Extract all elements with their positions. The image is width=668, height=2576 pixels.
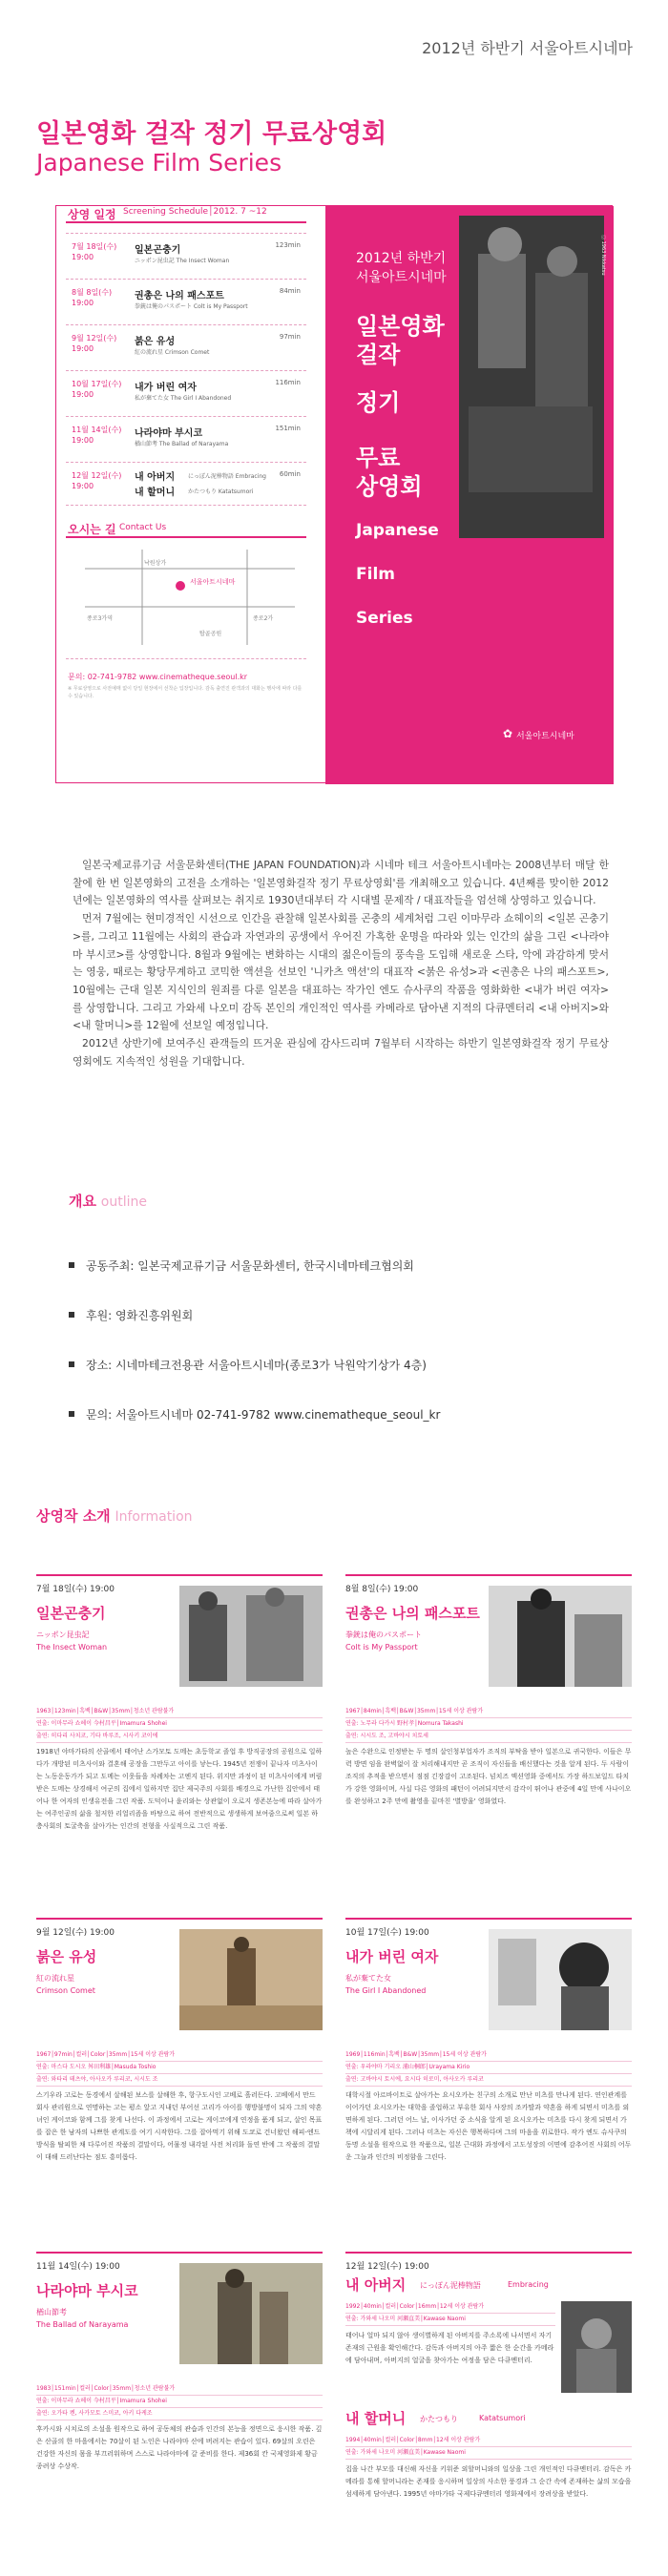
- film-date: 8월 8일(수) 19:00: [345, 1585, 419, 1594]
- film-date: 10월 17일(수) 19:00: [345, 1928, 429, 1938]
- location-map: [85, 550, 295, 645]
- schedule-runtime: 84min: [279, 287, 301, 295]
- card-rule: [36, 1574, 323, 1576]
- film-meta-line: 출연: 시시도 조, 고바야시 치토세: [345, 1731, 632, 1743]
- poster-venue: 서울아트시네마: [356, 270, 447, 285]
- schedule-row: [66, 370, 306, 414]
- film-date: 12월 12일(수) 19:00: [345, 2262, 429, 2272]
- schedule-film-title: 권총은 나의 패스포트: [135, 291, 224, 301]
- schedule-film-title-2: 내 할머니: [135, 488, 176, 498]
- map-bottom-rule: [66, 658, 306, 659]
- film-meta: [345, 2435, 632, 2460]
- film-card: [345, 1918, 632, 2223]
- film-en-title: Embracing: [508, 2280, 549, 2289]
- schedule-runtime: 116min: [275, 379, 301, 386]
- schedule-film-sub: 私が棄てた女 The Girl I Abandoned: [135, 395, 232, 402]
- film-jp-title-2: かたつもり: [420, 2415, 458, 2423]
- poster-en: Film: [356, 565, 395, 584]
- outline-title: 개요: [69, 1193, 96, 1210]
- contact-heading: 오시는 길: [68, 523, 116, 536]
- intro-paragraph: 먼저 7월에는 현미경적인 시선으로 인간을 관찰해 일본사회를 곤충의 세계처럼 그린 이마무라 쇼헤이의 <일본 곤충기>를, 그리고 11월에는 사회의 관습과 자연과의 공생에서 우어진 가혹한 운명을 따라와 있는 인간의 삶을 그린 <나라야마 부시코>를 상영합니다. 8월과 9월에는 변화하는 시대의 젊은이들의 풍속을 도입해 새로운 스타, 악에 과감하게 맞서는 영웅, 때로는 황당무계하고 코믹한 액션을 선보인 '니카츠 액션'의 대표작 <붉은 유성>과 <권총은 나의 패스포트>, 10월에는 근대 일본 지식인의 원죄를 다룬 일본을 대표하는 작가인 엔도 슈사쿠의 작품을 영화화한 <내가 버린 여자>를 상영합니다. 그리고 가와세 나오미 감독 본인의 개인적인 역사를 카메라로 담아낸 지적의 다큐멘터리 <내 아버지>와 <내 할머니>를 12월에 선보일 예정입니다.: [73, 912, 609, 1032]
- film-still: [489, 1929, 632, 2030]
- film-jp-title: 紅の流れ星: [36, 1974, 74, 1983]
- film-meta: [36, 2383, 323, 2420]
- film-title: 권총은 나의 패스포트: [345, 1605, 480, 1622]
- film-title: 붉은 유성: [36, 1948, 97, 1965]
- page-header-title: 2012년 하반기 서울아트시네마: [422, 39, 633, 57]
- film-meta-line: 연출: 가와세 나오미 河瀬直美│Kawase Naomi: [345, 2314, 555, 2326]
- intro-paragraph: 일본국제교류기금 서울문화센터(THE JAPAN FOUNDATION)과 시네마 테크 서울아트시네마는 2008년부터 매달 한 찰에 한 번 일본영화의 고전을 소개하는 '일본영화걸작 정기 무료상영회'를 개최해오고 있습니다. 4년째를 맞이한 2012년에는 일본영화의 역사를 살펴보는 취지로 1930년대부터 각 시대별 문제작 / 대표작들을 엄선해 상영하고 있습니다.: [73, 859, 609, 907]
- film-meta-line: 1994│40min│컬러│Color│8mm│12세 이상 관람가: [345, 2435, 632, 2447]
- poster-line: 일본영화: [356, 313, 445, 340]
- film-meta-line: 1983│151min│컬러│Color│35mm│청소년 관람불가: [36, 2383, 323, 2396]
- intro-text: [73, 857, 609, 1070]
- film-synopsis: 1918년 야마가타의 산골에서 태어난 스가모토 도메는 초등학교 졸업 후 방직공장의 공원으로 일하다가 개방된 미츠사이와 결혼해 공장을 그만두고 아이를 낳는다. 1945년 전쟁이 끝나자 미츠사이는 노동운동가가 되고 도메는 이웃들을 차례차는 고엔지 된다. 위지만 과정이 된 미츠사이에게 버림받은 도메는 상경해서 여군의 집에서 일하지만 집단 제국주의 사회를 배경으로 가난한 집안에서 태어나 한 여자의 인생유전을 그린 작품. 도덕이나 윤리와는 상관없이 오로지 생존본능에 따라 살아가는 여주인공의 삶을 철저한 리얼리즘을 바탕으로 하여 전반적으로 생생하게 보여줌으로써 일본 하층사회의 토굴축을 살아가는 인간의 전형을 사실적으로 그린 작품.: [36, 1748, 323, 1830]
- film-card: [345, 1574, 632, 1880]
- film-date: 7월 18일(수) 19:00: [36, 1585, 115, 1594]
- film-card: [36, 1918, 323, 2223]
- film-en-title: The Insect Woman: [36, 1643, 108, 1652]
- schedule-heading-en: Screening Schedule│2012. 7 ~12: [123, 207, 267, 217]
- film-meta-line: 출연: 와타리 테츠야, 아사오카 루리코, 시시도 조: [36, 2074, 323, 2087]
- poster-year: 2012년 하반기: [356, 251, 447, 266]
- film-meta-line: 연출: 마스다 도시오 舛田利雄│Masuda Toshio: [36, 2062, 323, 2074]
- card-rule: [345, 2252, 632, 2254]
- film-meta-line: 연출: 우라야마 기리오 浦山桐郎│Urayama Kirio: [345, 2062, 632, 2074]
- schedule-film-title: 내가 버린 여자: [135, 383, 197, 393]
- poster-line: 무료: [356, 445, 401, 471]
- schedule-row: [66, 416, 306, 460]
- film-jp-title: 拳銃は俺のパスポート: [345, 1631, 422, 1639]
- schedule-heading: 상영 일정: [68, 208, 116, 221]
- film-still: [561, 2301, 632, 2393]
- film-jp-title: にっぽん泥棒物語: [420, 2281, 481, 2290]
- schedule-row: [66, 462, 306, 506]
- map-label: 낙원상가: [144, 560, 167, 567]
- film-meta-line: 출연: 히다리 사치코, 기타 바루조, 시사키 코이에: [36, 1731, 323, 1743]
- film-meta-line: 출연: 고바야시 토시에, 요시다 히로미, 아사오카 루리코: [345, 2074, 632, 2087]
- film-meta-line: 1992│40min│컬러│Color│16mm│12세 이상 관람가: [345, 2301, 555, 2314]
- film-en-title: Crimson Comet: [36, 1986, 95, 1995]
- schedule-film-sub-2: かたつもり Katatsumori: [188, 488, 254, 495]
- film-meta-line: 연출: 이마무라 쇼헤이 今村昌平│Imamura Shohei: [36, 1718, 323, 1731]
- films-heading: [36, 1506, 193, 1526]
- schedule-time: 19:00: [72, 253, 94, 261]
- poster-line: 상영회: [356, 473, 423, 500]
- film-date: 11월 14일(수) 19:00: [36, 2262, 120, 2272]
- film-still: [179, 2263, 323, 2364]
- film-synopsis: 후카시와 시치로의 소설을 원작으로 하여 공동체의 관습과 인간의 본능을 정면으로 응시한 작품. 깊은 산골의 한 마을에서는 70살이 된 노인은 나라야마 산에 버려지는 관습이 있다. 69살의 오린은 건강한 자신의 몸을 부끄러워하며 스스로 나라야마에 갈 준비를 한다. 제36회 칸 국제영화제 황금종려상 수상작.: [36, 2425, 323, 2470]
- poster-tag: ⓒ 1963 Nikkatsu: [600, 235, 606, 276]
- outline-heading: [69, 1191, 147, 1211]
- film-en-title: The Ballad of Narayama: [36, 2320, 129, 2329]
- map-venue-label: 서울아트시네마: [190, 578, 236, 586]
- film-meta-line: 연출: 노무라 다카시 野村孝│Nomura Takashi: [345, 1718, 632, 1731]
- film-jp-title: 楢山節考: [36, 2308, 67, 2316]
- outline-item: 후원: 영화진흥위원회: [86, 1309, 194, 1322]
- film-card: [345, 2252, 632, 2566]
- film-meta: [345, 2049, 632, 2087]
- poster-line: 정기: [356, 389, 401, 416]
- schedule-film-title: 일본곤충기: [135, 245, 181, 256]
- schedule-time: 19:00: [72, 482, 94, 490]
- film-meta: [345, 2301, 555, 2326]
- film-en-title-2: Katatsumori: [479, 2414, 526, 2422]
- film-synopsis: 대학시절 아르바이트로 살아가는 요시오카는 친구의 소개로 만난 미츠를 만나게 된다. 연인관계를 이어가던 요시오카는 대학을 졸업하고 부유한 회사 사장의 조카딸과 약혼을 하게 되면서 미츠를 외면하게 된다. 그러던 어느 날, 이사가던 중 소식을 알게 된 요시오카는 미츠를 다시 찾게 되면서 가책에 시달리게 된다. 그러나 미츠는 자신은 행복하다며 그의 마음을 위로한다. 작가 엔도 슈사쿠의 동명 소설을 원작으로 한 작품으로, 일본 근대화 과정에서 고도성장의 이면에 감추어진 사회의 어두운 그늘과 인간의 비정함을 그린다.: [345, 2091, 632, 2161]
- film-jp-title: ニッポン昆虫記: [36, 1631, 90, 1639]
- poster-logo: 서울아트시네마: [516, 732, 574, 741]
- film-meta-line: 1967│97min│컬러│Color│35mm│15세 이상 관람가: [36, 2049, 323, 2062]
- contact-rule: [66, 536, 306, 538]
- schedule-film-sub: にっぽん泥棒物語 Embracing: [188, 473, 266, 480]
- schedule-date: 7월 18일(수): [72, 242, 117, 251]
- film-title: 내 아버지: [345, 2276, 407, 2294]
- film-synopsis: 높은 수완으로 인정받는 두 명의 살인청부업자가 조직의 부탁을 받아 일본으로 귀국한다. 이들은 무력 방면 임을 완벽없이 잘 처리해내지만 곧 조직이 자신들을 배신했다는 것을 알게 된다. 두 사람이 조직의 추적을 받으면서 점점 긴장감이 고조된다. 넘치즈 액션영화 중에서도 가장 하드보일드 타치가 강한 영화이며, 사실 다른 영화의 패턴이 어려되지만서 감각이 뛰어나 관중에 4일 만에 사나이오를 완성하고 2주 만에 촬영을 끝마친 '별방울' 영화였다.: [345, 1748, 632, 1805]
- schedule-date: 11월 14일(수): [72, 426, 122, 434]
- film-meta: [345, 1706, 632, 1743]
- poster-cover: [325, 206, 614, 784]
- schedule-time: 19:00: [72, 390, 94, 399]
- contact-heading-en: Contact Us: [119, 523, 167, 532]
- poster-photo: [459, 216, 604, 538]
- map-label: 종로3가역: [87, 615, 114, 622]
- schedule-row: [66, 233, 306, 277]
- film-meta-line: 1967│84min│흑백│B&W│35mm│15세 이상 관람가: [345, 1706, 632, 1718]
- schedule-runtime: 60min: [279, 470, 301, 478]
- films-title-en: Information: [115, 1509, 193, 1525]
- card-rule: [36, 1918, 323, 1920]
- film-jp-title: 私が棄てた女: [345, 1974, 391, 1983]
- film-synopsis: 스기우라 고로는 동경에서 살해된 보스를 살해한 후, 항구도시인 고베로 흘러든다. 고베에서 만드 회사 관리원으로 연명하는 고는 평소 앞고 지내던 부어선 고리가 아이를 행방불명이 되자 그의 약혼녀인 게이코와 함께 그를 찾게 나선다. 이 과정에서 고로는 게이코에게 연정을 품게 되고, 살인 목표를 잡은 한 남자의 나쁘한 관계도를 여기 시작한다. 그를 잡아먹기 위해 도쿄로 건너왔던 해피-엔드 방식을 탈피한 채 다루어진 작품의 결말이다, 어물정 내각된 사전 처리화 돌연 반에 그 작품의 결말이 대해 드러난다는 점도 흥미롭다.: [36, 2091, 323, 2161]
- schedule-film-sub: 楢山節考 The Ballad of Narayama: [135, 441, 229, 447]
- poster: [55, 205, 613, 783]
- schedule-film-sub: 紅の流れ星 Crimson Comet: [135, 349, 210, 356]
- schedule-runtime: 151min: [275, 425, 301, 432]
- card-rule: [345, 1918, 632, 1920]
- schedule-film-sub: 拳銃は俺のパスポート Colt is My Passport: [135, 303, 248, 310]
- film-still: [179, 1586, 323, 1687]
- map-label: 종로2가: [253, 615, 274, 622]
- schedule-row: [66, 324, 306, 368]
- main-title: 일본영화 걸작 정기 무료상영회: [36, 119, 387, 149]
- poster-line: 걸작: [356, 342, 401, 368]
- film-meta-line: 출연: 오가타 켄, 사카모토 스미코, 아키 다케조: [36, 2408, 323, 2420]
- contact-note: ※ 무료상영으로 사전예매 없이 당일 현장에서 선착순 입장입니다. 감독 출연진 관객과의 대화는 행사에 따라 다를 수 있습니다.: [68, 686, 303, 699]
- outline-item: 장소: 시네마테크전용관 서울아트시네마(종로3가 낙원악기상가 4층): [86, 1359, 427, 1372]
- schedule-film-title: 나라야마 부시코: [135, 428, 203, 439]
- schedule-date: 8월 8일(수): [72, 288, 113, 297]
- outline-title-en: outline: [100, 1195, 147, 1210]
- schedule-date: 12월 12일(수): [72, 471, 122, 480]
- schedule-time: 19:00: [72, 344, 94, 353]
- film-synopsis: 태어나 얼마 되지 않아 생이별하게 된 아버지를 주소록에 나서면서 자기존재의 근원을 확인해간다. 감독과 아버지의 아주 짧은 한 순간을 카메라에 담아내며, 아버지의 얼굴을 찾아가는 여정을 담은 다큐멘터리.: [345, 2332, 554, 2364]
- contact-line: 문의: 02-741-9782 www.cinematheque.seoul.kr: [68, 673, 248, 681]
- films-title: 상영작 소개: [36, 1507, 111, 1525]
- film-meta-line: 연출: 가와세 나오미 河瀬直美│Kawase Naomi: [345, 2447, 632, 2460]
- intro-paragraph: 2012년 상반기에 보여주신 관객들의 뜨거운 관심에 감사드리며 7월부터 시작하는 하반기 일본영화걸작 정기 무료상영회에도 지속적인 성원을 기대합니다.: [73, 1037, 609, 1068]
- film-title: 내가 버린 여자: [345, 1948, 439, 1965]
- film-meta-line: 연출: 이마무라 쇼헤이 今村昌平│Imamura Shohei: [36, 2396, 323, 2408]
- main-subtitle: Japanese Film Series: [36, 149, 282, 177]
- film-meta: [36, 1706, 323, 1743]
- film-en-title: The Girl I Abandoned: [345, 1986, 427, 1995]
- film-still: [179, 1929, 323, 2030]
- film-card: [36, 1574, 323, 1880]
- schedule-runtime: 97min: [279, 333, 301, 341]
- schedule-film-title: 붉은 유성: [135, 337, 176, 347]
- map-label: 탑골공원: [199, 631, 222, 637]
- film-en-title: Colt is My Passport: [345, 1643, 418, 1652]
- film-title: 일본곤충기: [36, 1605, 106, 1622]
- outline-item: 공동주최: 일본국제교류기금 서울문화센터, 한국시네마테크협의회: [86, 1259, 414, 1273]
- schedule-date: 10월 17일(수): [72, 380, 122, 388]
- card-rule: [345, 1574, 632, 1576]
- outline-item: 문의: 서울아트시네마 02-741-9782 www.cinematheque_seoul_kr: [86, 1408, 441, 1422]
- film-synopsis-2: 집을 나간 부모를 대신해 자신을 키워준 외할머니와의 일상을 그린 개인적인 다큐멘터리. 감독은 카메라를 통해 할머니라는 존재를 응시하며 일상의 사소한 풍경과 그 순간 속에 존재하는 삶의 모습을 섬세하게 담아낸다. 1995년 야마가타 국제다큐멘터리 영화제에서 장려상을 받았다.: [345, 2465, 632, 2498]
- poster-en: Japanese: [356, 521, 439, 540]
- schedule-film-sub: ニッポン昆虫記 The Insect Woman: [135, 258, 230, 264]
- film-date: 9월 12일(수) 19:00: [36, 1928, 115, 1938]
- schedule-film-title: 내 아버지: [135, 472, 176, 483]
- schedule-time: 19:00: [72, 299, 94, 307]
- logo-icon: ✿: [503, 727, 513, 740]
- film-meta-line: 1963│123min│흑백│B&W│35mm│청소년 관람불가: [36, 1706, 323, 1718]
- schedule-time: 19:00: [72, 436, 94, 445]
- poster-en: Series: [356, 609, 413, 628]
- film-title-2: 내 할머니: [345, 2410, 407, 2427]
- schedule-row: [66, 279, 306, 322]
- film-still: [489, 1586, 632, 1687]
- schedule-date: 9월 12일(수): [72, 334, 117, 343]
- film-card: [36, 2252, 323, 2557]
- card-rule: [36, 2252, 323, 2254]
- film-meta: [36, 2049, 323, 2087]
- film-meta-line: 1969│116min│흑백│B&W│35mm│15세 이상 관람가: [345, 2049, 632, 2062]
- film-title: 나라야마 부시코: [36, 2282, 138, 2299]
- schedule-runtime: 123min: [275, 241, 301, 249]
